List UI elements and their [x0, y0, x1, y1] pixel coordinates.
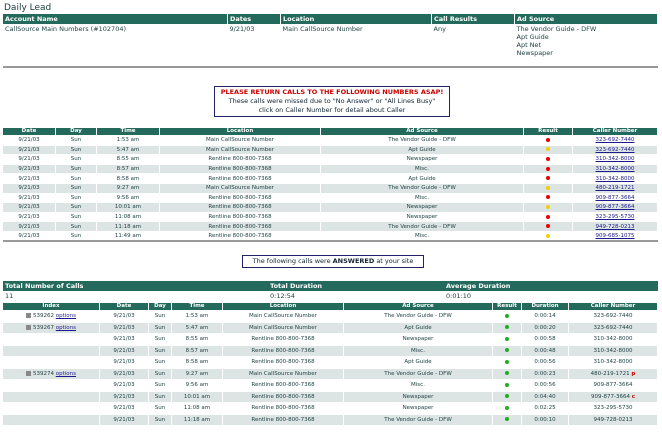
- ad-source-cell: Apt Guide: [321, 174, 524, 184]
- caller-number-cell: [569, 403, 658, 415]
- ad-source-cell: Newspaper: [321, 155, 524, 165]
- day-cell: Sun: [56, 183, 97, 193]
- day-cell: Sun: [56, 231, 97, 241]
- caller-number-cell: [569, 357, 658, 369]
- ad-source-cell: Apt Guide: [344, 322, 493, 334]
- caller-number-link[interactable]: 909-877-3664: [595, 194, 635, 201]
- caller-number-link[interactable]: 323-692-7440: [595, 146, 635, 153]
- date-cell: 9/21/03: [3, 193, 56, 203]
- location-cell: Rentline 800-800-7368: [160, 222, 321, 232]
- options-link[interactable]: options: [55, 313, 76, 320]
- ad-source-cell: Newspaper: [321, 212, 524, 222]
- location-cell: Rentline 800-800-7368: [160, 231, 321, 241]
- ad-source-cell: Misc.: [344, 345, 493, 357]
- ad-source-cell: The Vendor Guide - DFW: [321, 222, 524, 232]
- location-cell: Rentline 800-800-7368: [160, 164, 321, 174]
- time-cell: 11:08 am: [97, 212, 160, 222]
- time-cell: 10:01 am: [97, 203, 160, 213]
- status-dot-icon: [546, 186, 550, 190]
- location-cell: Rentline 800-800-7368: [223, 357, 344, 369]
- day-cell: Sun: [149, 368, 172, 380]
- date-cell: 9/21/03: [3, 136, 56, 146]
- table-row: [3, 174, 658, 184]
- caller-number-cell: [569, 322, 658, 334]
- result-cell: [493, 334, 522, 346]
- result-cell: [524, 203, 573, 213]
- missed-notice-instruction: click on Caller Number for detail about Caller: [258, 106, 406, 114]
- header-total-duration: Total Duration: [270, 282, 323, 290]
- ad-source-cell: Apt Guide: [344, 357, 493, 369]
- index-cell: [3, 391, 100, 403]
- result-cell: [524, 183, 573, 193]
- answered-calls-table: [3, 303, 658, 426]
- day-cell: Sun: [56, 212, 97, 222]
- caller-number-cell: [573, 136, 658, 146]
- caller-flag: c: [631, 393, 635, 400]
- day-cell: Sun: [149, 391, 172, 403]
- date-cell: 9/21/03: [100, 380, 149, 392]
- duration-cell: 0:00:14: [522, 311, 569, 323]
- caller-number: 909-877-3664: [591, 393, 630, 400]
- time-cell: 11:08 am: [172, 403, 223, 415]
- col-day: Day: [149, 303, 172, 311]
- header-average-duration: Average Duration: [446, 282, 511, 290]
- day-cell: Sun: [149, 334, 172, 346]
- status-dot-icon: [546, 215, 550, 219]
- caller-number-link[interactable]: 323-295-5730: [595, 214, 635, 221]
- table-row: [3, 391, 658, 403]
- table-row: [3, 357, 658, 369]
- time-cell: 10:01 am: [172, 391, 223, 403]
- status-dot-icon: [546, 224, 550, 228]
- caller-number-cell: [569, 334, 658, 346]
- speaker-icon[interactable]: [26, 325, 31, 330]
- index-number: 539262: [32, 313, 54, 320]
- caller-number-cell: [569, 391, 658, 403]
- options-link[interactable]: options: [55, 324, 76, 331]
- missed-calls-table: [3, 128, 658, 242]
- ad-source-cell: Newspaper: [344, 403, 493, 415]
- location-cell: Rentline 800-800-7368: [160, 155, 321, 165]
- date-cell: 9/21/03: [100, 391, 149, 403]
- col-index: Index: [3, 303, 100, 311]
- result-cell: [524, 193, 573, 203]
- result-cell: [493, 322, 522, 334]
- location-cell: Main CallSource Number: [160, 145, 321, 155]
- ad-source-cell: Newspaper: [344, 334, 493, 346]
- result-cell: [524, 136, 573, 146]
- header-ad-source: Ad Source: [515, 14, 658, 24]
- caller-number-cell: [573, 203, 658, 213]
- duration-cell: 0:00:20: [522, 322, 569, 334]
- caller-number-cell: [573, 193, 658, 203]
- caller-number-link[interactable]: 310-342-8000: [595, 156, 635, 163]
- col-day: Day: [56, 128, 97, 136]
- date-cell: 9/21/03: [100, 368, 149, 380]
- ad-source-cell: Apt Guide: [321, 145, 524, 155]
- table-row: [3, 212, 658, 222]
- caller-number: 480-219-1721: [590, 370, 630, 377]
- date-cell: 9/21/03: [100, 345, 149, 357]
- ad-source-cell: Misc.: [321, 193, 524, 203]
- day-cell: Sun: [149, 403, 172, 415]
- speaker-icon[interactable]: [26, 313, 31, 318]
- day-cell: Sun: [56, 155, 97, 165]
- location-cell: Rentline 800-800-7368: [223, 391, 344, 403]
- caller-number: 949-728-0213: [593, 416, 633, 423]
- result-cell: [524, 164, 573, 174]
- location-value: Main CallSource Number: [282, 25, 363, 33]
- result-cell: [493, 380, 522, 392]
- col-result: Result: [524, 128, 573, 136]
- result-cell: [493, 414, 522, 426]
- location-cell: Rentline 800-800-7368: [223, 380, 344, 392]
- table-row: [3, 345, 658, 357]
- caller-number: 323-295-5730: [593, 405, 633, 412]
- ad-source-item: Newspaper: [516, 49, 553, 57]
- totals-table: [3, 281, 658, 301]
- caller-number-cell: [573, 212, 658, 222]
- day-cell: Sun: [149, 322, 172, 334]
- col-duration: Duration: [522, 303, 569, 311]
- location-cell: Main CallSource Number: [223, 322, 344, 334]
- time-cell: 9:56 am: [97, 193, 160, 203]
- result-cell: [524, 145, 573, 155]
- table-row: [3, 414, 658, 426]
- time-cell: 1:53 am: [97, 136, 160, 146]
- index-cell: [3, 403, 100, 415]
- date-cell: 9/21/03: [3, 145, 56, 155]
- totals-values-row: [3, 291, 658, 301]
- col-ad-source: Ad Source: [321, 128, 524, 136]
- caller-number-cell: [569, 345, 658, 357]
- date-cell: 9/21/03: [3, 174, 56, 184]
- index-cell: [3, 311, 100, 323]
- header-dates: Dates: [228, 14, 281, 24]
- ad-source-cell: Newspaper: [344, 391, 493, 403]
- table-row: [3, 322, 658, 334]
- location-cell: Rentline 800-800-7368: [160, 174, 321, 184]
- col-location: Location: [160, 128, 321, 136]
- duration-cell: 0:00:56: [522, 380, 569, 392]
- day-cell: Sun: [56, 136, 97, 146]
- result-cell: [493, 403, 522, 415]
- ad-source-item: Apt Net: [516, 41, 542, 49]
- col-time: Time: [97, 128, 160, 136]
- answered-notice-post: at your site: [374, 257, 414, 265]
- caller-number-link[interactable]: 310-342-8000: [595, 175, 635, 182]
- date-cell: 9/21/03: [3, 231, 56, 241]
- missed-calls-notice: [214, 86, 450, 117]
- date-cell: 9/21/03: [3, 222, 56, 232]
- ad-source-cell: The Vendor Guide - DFW: [321, 183, 524, 193]
- ad-source-cell: The Vendor Guide - DFW: [344, 311, 493, 323]
- ad-source-list: [515, 24, 658, 58]
- day-cell: Sun: [56, 193, 97, 203]
- caller-flag: p: [631, 370, 636, 377]
- date-cell: 9/21/03: [3, 155, 56, 165]
- date-cell: 9/21/03: [3, 183, 56, 193]
- index-cell: [3, 334, 100, 346]
- table-row: [3, 155, 658, 165]
- status-dot-icon: [546, 157, 550, 161]
- caller-number: 323-692-7440: [593, 324, 633, 331]
- date-cell: 9/21/03: [100, 334, 149, 346]
- result-cell: [524, 155, 573, 165]
- duration-cell: 0:02:25: [522, 403, 569, 415]
- caller-number-cell: [573, 145, 658, 155]
- caller-number-link[interactable]: 323-692-7440: [595, 137, 635, 144]
- date-cell: 9/21/03: [3, 164, 56, 174]
- table-row: [3, 183, 658, 193]
- header-location: Location: [281, 14, 432, 24]
- ad-source-cell: Newspaper: [321, 203, 524, 213]
- location-cell: Rentline 800-800-7368: [223, 334, 344, 346]
- day-cell: Sun: [149, 311, 172, 323]
- result-cell: [524, 174, 573, 184]
- location-cell: Main CallSource Number: [160, 136, 321, 146]
- status-dot-icon: [505, 406, 509, 410]
- status-dot-icon: [546, 195, 550, 199]
- ad-source-cell: The Vendor Guide - DFW: [344, 368, 493, 380]
- duration-cell: 0:04:40: [522, 391, 569, 403]
- ad-source-item: Apt Guide: [516, 33, 549, 41]
- table-row: [3, 164, 658, 174]
- caller-number-cell: [573, 222, 658, 232]
- index-cell: [3, 380, 100, 392]
- time-cell: 5:47 am: [97, 145, 160, 155]
- time-cell: 11:18 am: [97, 222, 160, 232]
- missed-header-row: [3, 128, 658, 136]
- index-number: 539267: [32, 324, 54, 331]
- location-cell: Rentline 800-800-7368: [223, 345, 344, 357]
- options-link[interactable]: options: [55, 370, 76, 377]
- duration-cell: 0:00:10: [522, 414, 569, 426]
- table-row: [3, 403, 658, 415]
- table-row: [3, 203, 658, 213]
- status-dot-icon: [546, 138, 550, 142]
- caller-number-link[interactable]: 909-685-1075: [595, 233, 635, 240]
- col-date: Date: [3, 128, 56, 136]
- caller-number-cell: [573, 155, 658, 165]
- caller-number-link[interactable]: 310-342-8000: [595, 166, 635, 173]
- result-cell: [524, 212, 573, 222]
- missed-notice-reason: These calls were missed due to "No Answer" or "All Lines Busy": [228, 97, 436, 105]
- ad-source-cell: Misc.: [321, 164, 524, 174]
- ad-source-item: The Vendor Guide - DFW: [516, 25, 597, 33]
- col-date: Date: [100, 303, 149, 311]
- index-number: 539274: [32, 370, 54, 377]
- date-cell: 9/21/03: [3, 212, 56, 222]
- index-cell: [3, 357, 100, 369]
- col-caller-number: Caller Number: [569, 303, 658, 311]
- col-time: Time: [172, 303, 223, 311]
- answered-calls-notice: [242, 255, 424, 268]
- index-cell: [3, 345, 100, 357]
- result-cell: [493, 368, 522, 380]
- location-cell: Rentline 800-800-7368: [160, 193, 321, 203]
- summary-header-row: [3, 14, 658, 24]
- answered-notice-pre: The following calls were: [252, 257, 333, 265]
- date-cell: 9/21/03: [100, 414, 149, 426]
- page-title: Daily Lead: [4, 3, 52, 13]
- time-cell: 8:57 am: [172, 345, 223, 357]
- time-cell: 8:55 am: [97, 155, 160, 165]
- average-duration-value: 0:01:10: [446, 292, 472, 300]
- time-cell: 11:18 am: [172, 414, 223, 426]
- date-cell: 9/21/03: [100, 322, 149, 334]
- time-cell: 8:55 am: [172, 334, 223, 346]
- status-dot-icon: [505, 394, 509, 398]
- status-dot-icon: [505, 325, 509, 329]
- caller-number-cell: [573, 164, 658, 174]
- status-dot-icon: [546, 167, 550, 171]
- location-cell: Main CallSource Number: [223, 311, 344, 323]
- caller-number: 310-342-8000: [593, 347, 633, 354]
- caller-number: 909-877-3664: [593, 382, 633, 389]
- summary-values-row: [3, 24, 658, 58]
- col-location: Location: [223, 303, 344, 311]
- call-results-value: Any: [433, 25, 446, 33]
- summary-table: [3, 14, 658, 58]
- day-cell: Sun: [149, 380, 172, 392]
- location-cell: Rentline 800-800-7368: [223, 414, 344, 426]
- status-dot-icon: [505, 371, 509, 375]
- caller-number-cell: [569, 368, 658, 380]
- caller-number-cell: [569, 311, 658, 323]
- time-cell: 9:27 am: [97, 183, 160, 193]
- date-cell: 9/21/03: [3, 203, 56, 213]
- result-cell: [493, 357, 522, 369]
- caller-number-link[interactable]: 480-219-1721: [595, 185, 635, 192]
- col-result: Result: [493, 303, 522, 311]
- caller-number-link[interactable]: 949-728-0213: [595, 223, 635, 230]
- status-dot-icon: [505, 383, 509, 387]
- account-name: CallSource Main Numbers (#102704): [5, 25, 127, 33]
- location-cell: Rentline 800-800-7368: [160, 203, 321, 213]
- result-cell: [493, 391, 522, 403]
- location-cell: Main CallSource Number: [223, 368, 344, 380]
- col-ad-source: Ad Source: [344, 303, 493, 311]
- divider: [3, 66, 658, 68]
- day-cell: Sun: [56, 174, 97, 184]
- status-dot-icon: [546, 176, 550, 180]
- index-cell: [3, 414, 100, 426]
- total-duration-value: 0:12:54: [270, 292, 296, 300]
- table-row: [3, 368, 658, 380]
- table-row: [3, 334, 658, 346]
- speaker-icon[interactable]: [26, 371, 31, 376]
- location-cell: Main CallSource Number: [160, 183, 321, 193]
- caller-number-cell: [573, 174, 658, 184]
- day-cell: Sun: [56, 145, 97, 155]
- duration-cell: 0:00:23: [522, 368, 569, 380]
- day-cell: Sun: [56, 222, 97, 232]
- caller-number: 310-342-8000: [593, 359, 633, 366]
- time-cell: 8:58 am: [172, 357, 223, 369]
- header-account-name: Account Name: [3, 14, 228, 24]
- caller-number-cell: [569, 414, 658, 426]
- result-cell: [524, 222, 573, 232]
- date-cell: 9/21/03: [100, 311, 149, 323]
- col-caller-number: Caller Number: [573, 128, 658, 136]
- status-dot-icon: [505, 314, 509, 318]
- time-cell: 9:27 am: [172, 368, 223, 380]
- header-call-results: Call Results: [432, 14, 515, 24]
- result-cell: [493, 345, 522, 357]
- time-cell: 11:49 am: [97, 231, 160, 241]
- index-cell: [3, 322, 100, 334]
- location-cell: Rentline 800-800-7368: [223, 403, 344, 415]
- table-row: [3, 193, 658, 203]
- ad-source-cell: Misc.: [344, 380, 493, 392]
- missed-notice-headline: PLEASE RETURN CALLS TO THE FOLLOWING NUMBERS ASAP!: [220, 88, 444, 96]
- day-cell: Sun: [149, 345, 172, 357]
- caller-number: 323-692-7440: [593, 313, 633, 320]
- duration-cell: 0:00:56: [522, 357, 569, 369]
- ad-source-cell: The Vendor Guide - DFW: [321, 136, 524, 146]
- time-cell: 1:53 am: [172, 311, 223, 323]
- table-row: [3, 311, 658, 323]
- day-cell: Sun: [149, 357, 172, 369]
- status-dot-icon: [505, 337, 509, 341]
- status-dot-icon: [546, 147, 550, 151]
- status-dot-icon: [546, 234, 550, 238]
- index-cell: [3, 368, 100, 380]
- status-dot-icon: [505, 360, 509, 364]
- dates-value: 9/21/03: [229, 25, 255, 33]
- caller-number-cell: [569, 380, 658, 392]
- duration-cell: 0:00:48: [522, 345, 569, 357]
- status-dot-icon: [546, 205, 550, 209]
- day-cell: Sun: [56, 164, 97, 174]
- divider: [3, 240, 658, 242]
- date-cell: 9/21/03: [100, 403, 149, 415]
- time-cell: 8:57 am: [97, 164, 160, 174]
- total-calls-value: 11: [5, 292, 14, 300]
- ad-source-cell: The Vendor Guide - DFW: [344, 414, 493, 426]
- location-cell: Rentline 800-800-7368: [160, 212, 321, 222]
- time-cell: 8:58 am: [97, 174, 160, 184]
- caller-number-link[interactable]: 909-877-3664: [595, 204, 635, 211]
- result-cell: [493, 311, 522, 323]
- time-cell: 9:56 am: [172, 380, 223, 392]
- time-cell: 5:47 am: [172, 322, 223, 334]
- date-cell: 9/21/03: [100, 357, 149, 369]
- status-dot-icon: [505, 348, 509, 352]
- ad-source-cell: Misc.: [321, 231, 524, 241]
- header-total-calls: Total Number of Calls: [5, 282, 84, 290]
- day-cell: Sun: [149, 414, 172, 426]
- table-row: [3, 222, 658, 232]
- table-row: [3, 380, 658, 392]
- table-row: [3, 145, 658, 155]
- answered-header-row: [3, 303, 658, 311]
- status-dot-icon: [505, 417, 509, 421]
- table-row: [3, 136, 658, 146]
- totals-header-row: [3, 281, 658, 291]
- answered-notice-bold: ANSWERED: [332, 257, 375, 265]
- caller-number: 310-342-8000: [593, 336, 633, 343]
- day-cell: Sun: [56, 203, 97, 213]
- caller-number-cell: [573, 183, 658, 193]
- duration-cell: 0:00:58: [522, 334, 569, 346]
